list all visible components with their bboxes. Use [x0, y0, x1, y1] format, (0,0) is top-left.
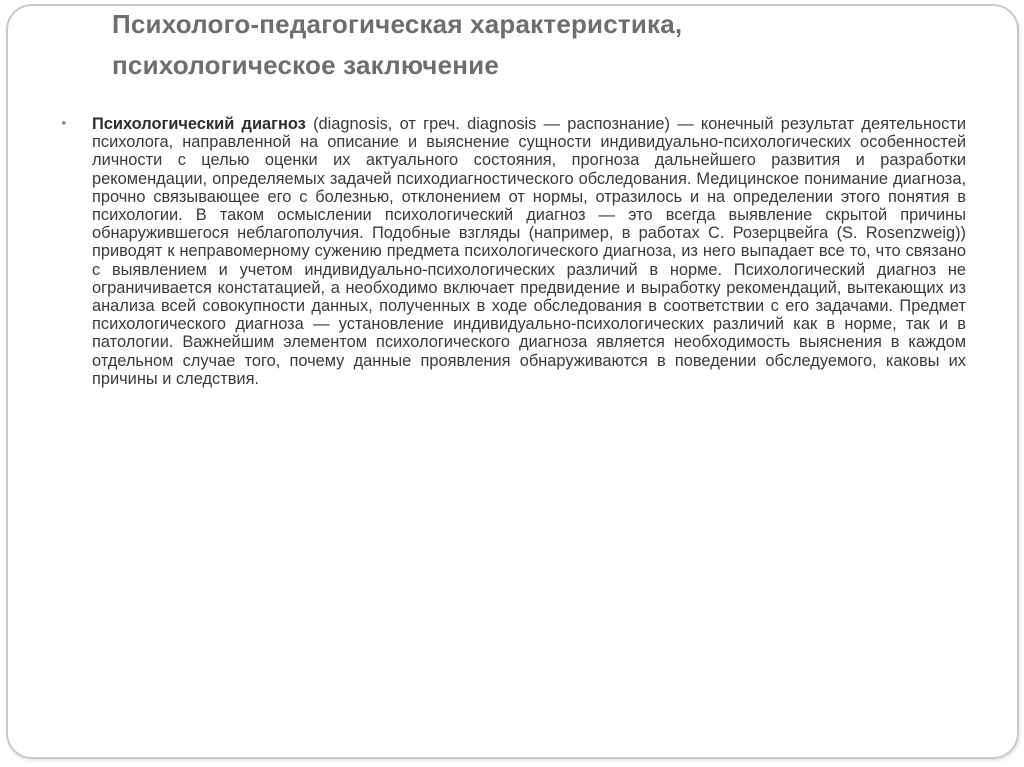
slide-title-line-2: психологическое заключение — [112, 50, 499, 80]
definition-paragraph — [92, 115, 966, 388]
slide-title-line-1: Психолого-педагогическая характеристика, — [112, 9, 683, 39]
slide-content — [60, 115, 966, 388]
defined-term: Психологический диагноз — [92, 115, 306, 133]
slide-title — [112, 4, 812, 86]
bullet-marker: • — [60, 117, 68, 132]
definition-body: (diagnosis, от греч. diagnosis — распознание) — конечный результат деятельности психолога, направленной на описание и выяснение сущности индивидуально-психологических особенностей личности с целью оценки их актуального состояния, прогноза дальнейшего развития и разработки рекомендации, определяемых задачей психодиагностического обследования. Медицинское понимание диагноза, прочно связывающее его с болезнью, отклонением от нормы, отразилось и на определении этого понятия в психологии. В таком осмыслении психологический диагноз — это всегда выявление скрытой причины обнаружившегося неблагополучия. Подобные взгляды (например, в работах С. Розерцвейга (S. Rosenzweig)) приводят к неправомерному сужению предмета психологического диагноза, из него выпадает все то, что связано с выявлением и учетом индивидуально-психологических различий в норме. Психологический диагноз не ограничивается констатацией, а необходимо включает предвидение и выработку рекомендаций, вытекающих из анализа всей совокупности данных, полученных в ходе обследования в соответствии с его задачами. Предмет психологического диагноза — установление индивидуально-психологических различий как в норме, так и в патологии. Важнейшим элементом психологического диагноза является необходимость выяснения в каждом отдельном случае того, почему данные проявления обнаруживаются в поведении обследуемого, каковы их причины и следствия. — [92, 115, 966, 388]
